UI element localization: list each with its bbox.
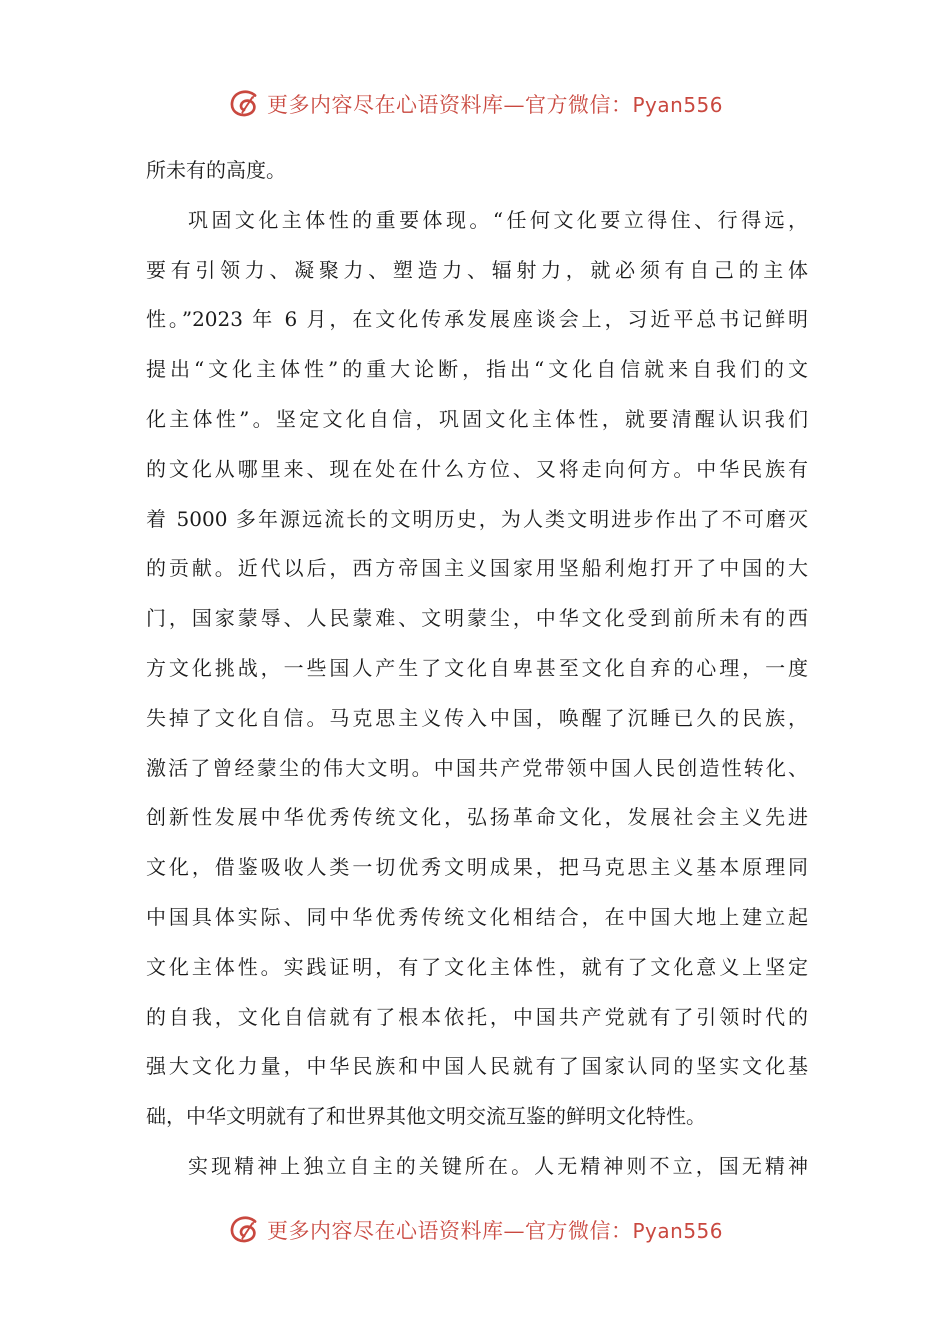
text-line: 文化，借鉴吸收人类一切优秀文明成果，把马克思主义基本原理同	[146, 855, 808, 880]
text-line: 门，国家蒙辱、人民蒙难、文明蒙尘，中华文化受到前所未有的西	[146, 606, 808, 631]
banner-message: 更多内容尽在心语资料库—官方微信：	[266, 1219, 633, 1243]
wechat-id: Pyan556	[632, 1219, 723, 1243]
ink-brush-swirl-icon	[227, 87, 261, 121]
banner-text	[267, 89, 723, 119]
text-line: 的贡献。近代以后，西方帝国主义国家用坚船利炮打开了中国的大	[146, 556, 808, 581]
text-line: 的自我，文化自信就有了根本依托，中国共产党就有了引领时代的	[146, 1004, 808, 1029]
text-line: 提出“文化主体性”的重大论断，指出“文化自信就来自我们的文	[146, 357, 808, 382]
footer-banner	[0, 1210, 950, 1250]
article-body	[146, 146, 808, 1192]
ink-brush-swirl-icon	[227, 1213, 261, 1247]
text-line: 实现精神上独立自主的关键所在。人无精神则不立，国无精神	[188, 1153, 808, 1178]
text-line: 性。”2023 年 6 月，在文化传承发展座谈会上，习近平总书记鲜明	[146, 307, 808, 332]
text-line: 方文化挑战，一些国人产生了文化自卑甚至文化自弃的心理，一度	[146, 655, 808, 680]
text-line: 文化主体性。实践证明，有了文化主体性，就有了文化意义上坚定	[146, 954, 808, 979]
text-line: 要有引领力、凝聚力、塑造力、辐射力，就必须有自己的主体	[146, 257, 808, 282]
banner-message: 更多内容尽在心语资料库—官方微信：	[266, 93, 633, 117]
wechat-id: Pyan556	[632, 93, 723, 117]
text-line: 失掉了文化自信。马克思主义传入中国，唤醒了沉睡已久的民族，	[146, 705, 808, 730]
text-line: 巩固文化主体性的重要体现。“任何文化要立得住、行得远，	[188, 207, 808, 232]
text-line: 所未有的高度。	[146, 158, 286, 182]
banner-text	[267, 1215, 723, 1245]
header-banner	[0, 84, 950, 124]
text-line: 创新性发展中华优秀传统文化，弘扬革命文化，发展社会主义先进	[146, 805, 808, 830]
text-line: 着 5000 多年源远流长的文明历史，为人类文明进步作出了不可磨灭	[146, 506, 808, 531]
text-line: 中国具体实际、同中华优秀传统文化相结合，在中国大地上建立起	[146, 904, 808, 929]
text-line: 激活了曾经蒙尘的伟大文明。中国共产党带领中国人民创造性转化、	[146, 755, 808, 780]
text-line: 化主体性”。坚定文化自信，巩固文化主体性，就要清醒认识我们	[146, 406, 808, 431]
text-line: 强大文化力量，中华民族和中国人民就有了国家认同的坚实文化基	[146, 1054, 808, 1079]
text-line: 的文化从哪里来、现在处在什么方位、又将走向何方。中华民族有	[146, 456, 808, 481]
text-line: 础，中华文明就有了和世界其他文明交流互鉴的鲜明文化特性。	[146, 1104, 706, 1129]
